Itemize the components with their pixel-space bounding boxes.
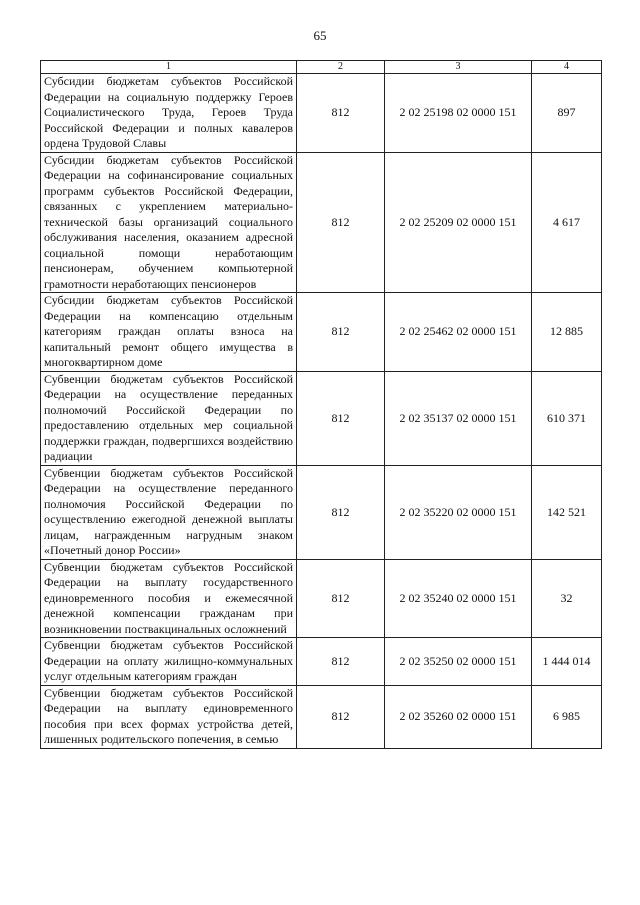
table-header-row (41, 61, 602, 74)
row-admin-code: 812 (297, 685, 385, 748)
row-admin-code: 812 (297, 465, 385, 559)
row-description: Субвенции бюджетам субъектов Российской Федерации на выплату государственного единовременного пособия и ежемесячной денежной компенсации гражданам при возникновении поствакцинальных осложнений (41, 559, 297, 638)
row-amount: 12 885 (532, 293, 602, 372)
table-row (41, 685, 602, 748)
row-budget-code: 2 02 25198 02 0000 151 (385, 74, 532, 153)
row-admin-code: 812 (297, 371, 385, 465)
table-row (41, 293, 602, 372)
row-amount: 1 444 014 (532, 638, 602, 686)
row-admin-code: 812 (297, 559, 385, 638)
page-number: 65 (313, 28, 327, 43)
row-description: Субвенции бюджетам субъектов Российской Федерации на выплату единовременного пособия при всех формах устройства детей, лишенных родительского попечения, в семью (41, 685, 297, 748)
row-description: Субсидии бюджетам субъектов Российской Федерации на социальную поддержку Героев Социалистического Труда, Героев Труда Российской Федерации и полных кавалеров ордена Трудовой Славы (41, 74, 297, 153)
row-amount: 142 521 (532, 465, 602, 559)
row-description: Субсидии бюджетам субъектов Российской Федерации на софинансирование социальных программ субъектов Российской Федерации, связанных с укреплением материально-технической базы организаций социального обслуживания населения, оказанием адресной социальной помощи неработающим пенсионерам, обучением компьютерной грамотности неработающих пенсионеров (41, 152, 297, 293)
row-budget-code: 2 02 35220 02 0000 151 (385, 465, 532, 559)
column-header: 1 (41, 61, 297, 74)
column-header: 3 (385, 61, 532, 74)
row-amount: 32 (532, 559, 602, 638)
row-amount: 6 985 (532, 685, 602, 748)
row-budget-code: 2 02 25209 02 0000 151 (385, 152, 532, 293)
row-budget-code: 2 02 35240 02 0000 151 (385, 559, 532, 638)
row-admin-code: 812 (297, 152, 385, 293)
row-amount: 4 617 (532, 152, 602, 293)
row-budget-code: 2 02 25462 02 0000 151 (385, 293, 532, 372)
table-row (41, 74, 602, 153)
row-amount: 897 (532, 74, 602, 153)
row-description: Субвенции бюджетам субъектов Российской Федерации на осуществление переданных полномочий Российской Федерации по предоставлению отдельных мер социальной поддержки граждан, подвергшихся воздействию радиации (41, 371, 297, 465)
row-admin-code: 812 (297, 74, 385, 153)
table-row (41, 371, 602, 465)
column-header: 2 (297, 61, 385, 74)
table-row (41, 559, 602, 638)
budget-table (40, 60, 602, 749)
table-row (41, 638, 602, 686)
row-amount: 610 371 (532, 371, 602, 465)
row-budget-code: 2 02 35260 02 0000 151 (385, 685, 532, 748)
table-row (41, 465, 602, 559)
row-admin-code: 812 (297, 638, 385, 686)
row-description: Субсидии бюджетам субъектов Российской Федерации на компенсацию отдельным категориям граждан оплаты взноса на капитальный ремонт общего имущества в многоквартирном доме (41, 293, 297, 372)
table-row (41, 152, 602, 293)
column-header: 4 (532, 61, 602, 74)
row-description: Субвенции бюджетам субъектов Российской Федерации на оплату жилищно-коммунальных услуг отдельным категориям граждан (41, 638, 297, 686)
row-admin-code: 812 (297, 293, 385, 372)
row-description: Субвенции бюджетам субъектов Российской Федерации на осуществление переданного полномочия Российской Федерации по осуществлению ежегодной денежной выплаты лицам, награжденным нагрудным знаком «Почетный донор России» (41, 465, 297, 559)
row-budget-code: 2 02 35137 02 0000 151 (385, 371, 532, 465)
row-budget-code: 2 02 35250 02 0000 151 (385, 638, 532, 686)
